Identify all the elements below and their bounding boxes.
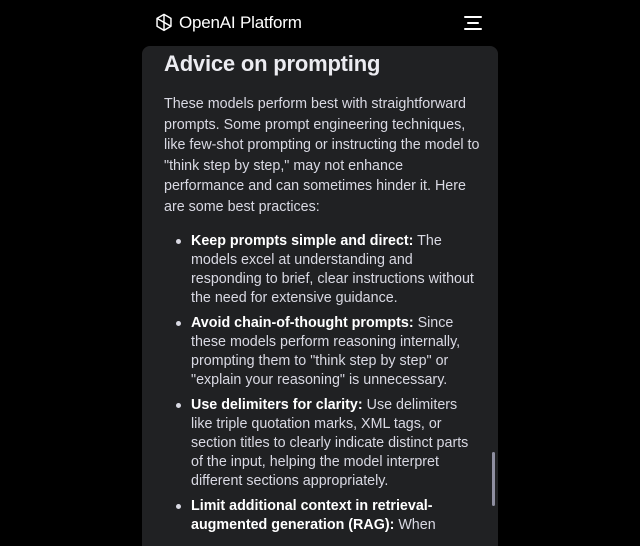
- article-panel: [142, 46, 498, 546]
- bullet-icon: [176, 239, 181, 244]
- list-item: [191, 232, 482, 308]
- practice-title: Keep prompts simple and direct:: [191, 232, 414, 249]
- brand-name: OpenAI Platform: [179, 13, 302, 32]
- list-item: [191, 497, 482, 535]
- bullet-icon: [176, 321, 181, 326]
- practice-text: The models excel at understanding and responding to brief, clear instructions without the need for extensive guidance.: [191, 232, 474, 306]
- practice-text: When: [394, 516, 436, 533]
- top-navigation-bar: [0, 0, 640, 46]
- list-item: [191, 314, 482, 390]
- best-practices-list: [164, 232, 482, 535]
- list-item: [191, 396, 482, 491]
- scrollbar-thumb[interactable]: [492, 452, 495, 506]
- intro-paragraph: These models perform best with straightforward prompts. Some prompt engineering techniques, like few-shot prompting or instructing the model to "think step by step," may not enhance performance and can sometimes hinder it. Here are some best practices:: [164, 96, 480, 215]
- article-content: [164, 46, 482, 541]
- section-heading: Advice on prompting: [164, 51, 381, 76]
- practice-title: Avoid chain-of-thought prompts:: [191, 314, 414, 331]
- brand-logo-link[interactable]: [153, 12, 302, 34]
- practice-title: Use delimiters for clarity:: [191, 396, 363, 413]
- openai-logo-icon: [153, 12, 175, 34]
- practice-text: Use delimiters like triple quotation marks, XML tags, or section titles to clearly indicate distinct parts of the input, helping the model interpret different sections appropriately.: [191, 396, 469, 489]
- hamburger-menu-icon[interactable]: [462, 14, 484, 32]
- practice-text: Since these models perform reasoning internally, prompting them to "think step by step" or "explain your reasoning" is unnecessary.: [191, 314, 461, 388]
- bullet-icon: [176, 504, 181, 509]
- bullet-icon: [176, 403, 181, 408]
- practice-title: Limit additional context in retrieval-augmented generation (RAG):: [191, 497, 433, 533]
